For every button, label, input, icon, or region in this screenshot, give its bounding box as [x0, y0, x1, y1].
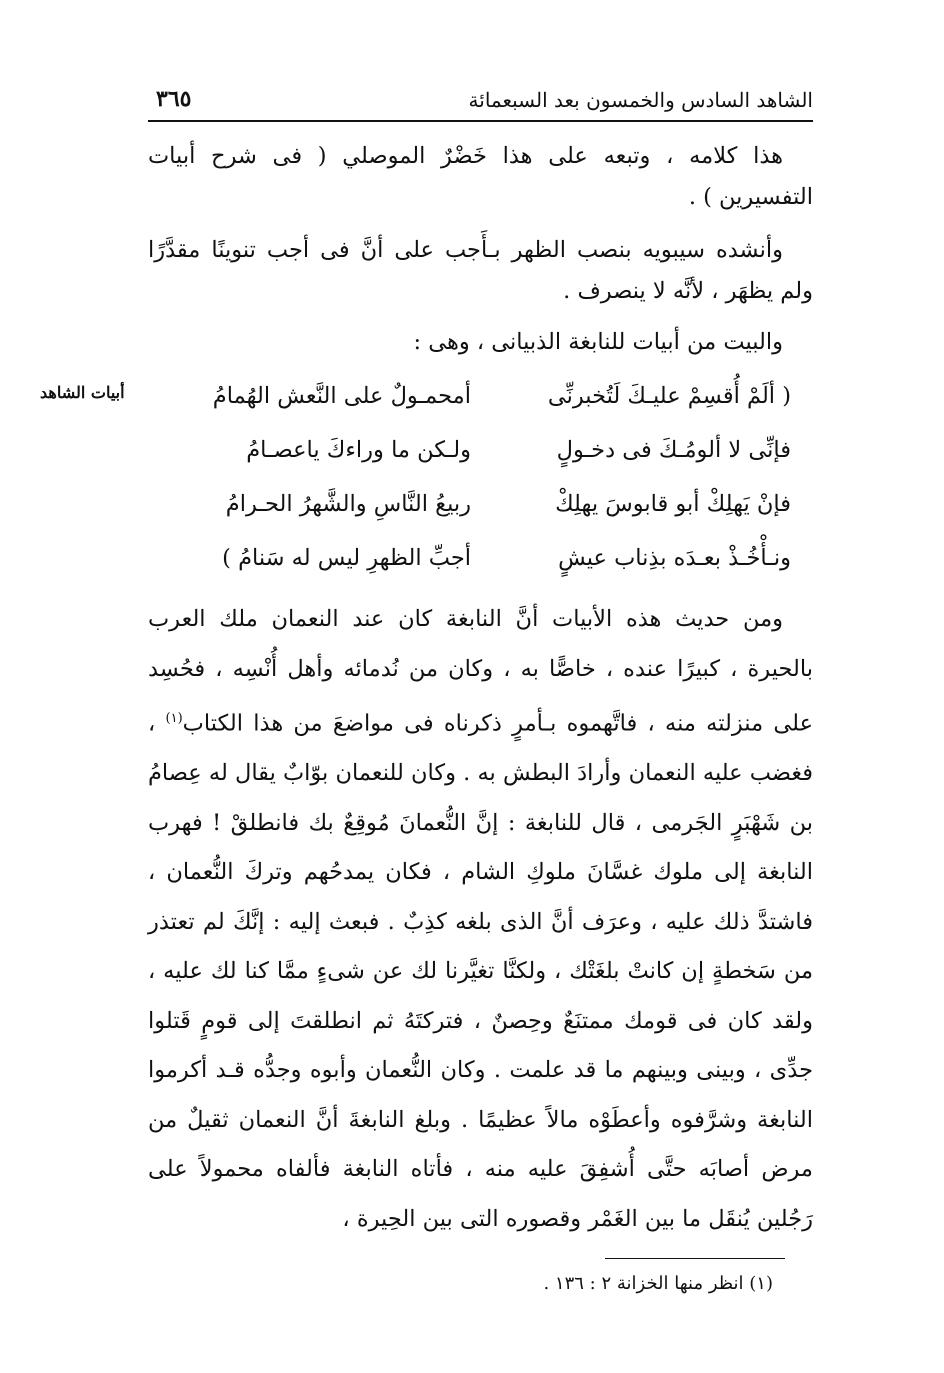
page-header: [148, 84, 813, 122]
verse-second-hemistich: ولـكن ما وراءكَ ياعصـامُ: [246, 437, 471, 463]
verse-first-hemistich: ( ألَمْ أُقسِمْ عليـكَ لَتُخبرنِّى: [547, 383, 791, 409]
verse-first-hemistich: ونـأْخُـذْ بعـدَه بذِناب عيشٍ: [558, 545, 791, 571]
verse-line: [148, 531, 813, 585]
verse-second-hemistich: ربيعُ النَّاسِ والشَّهرُ الحـرامُ: [225, 491, 471, 517]
paragraph-4-text-a: ومن حديث هذه الأبيات أنَّ النابغة كان عند النعمان ملك العرب بالحيرة ، كبيرًا عنده ، خاصًّا به ، وكان من نُدمائه وأهل أُنْسِه ، فحُسِد على منزلته منه ، فاتَّهموه بـأمرٍ ذكرناه فى مواضعَ من هذا الكتاب: [148, 606, 813, 737]
verse-line: [148, 369, 813, 423]
verse-first-hemistich: فإنِّى لا ألومُـكَ فى دخـولٍ: [556, 437, 791, 463]
footnote-divider: [605, 1258, 785, 1259]
poem-block: [40, 369, 813, 585]
footnote: (١) انظر منها الخزانة ٢ : ١٣٦ .: [543, 1273, 773, 1294]
verse-second-hemistich: أمحمـولٌ على النَّعش الهُمامُ: [212, 383, 471, 409]
verse-line: [148, 477, 813, 531]
paragraph-2: وأنشده سيبويه بنصب الظهر بـأَجب على أنَّ فى أجب تنوينًا مقدَّرًا ولم يظهَر ، لأنَّه لا ينصرف .: [148, 237, 813, 304]
verse-second-hemistich: أجبِّ الظهرِ ليس له سَنامُ ): [222, 545, 471, 571]
verse-first-hemistich: فإنْ يَهلِكْ أبو قابوسَ يهلِكْ: [555, 491, 791, 517]
paragraph-4-text-b: ، فغضب عليه النعمان وأرادَ البطش به . وكان للنعمان بوّابٌ يقال له عِصامُ بن شَهْبَرٍ الجَرمى ، قال للنابغة : إنَّ النُّعمانَ مُوقِعٌ بك فانطلقْ ! فهرب النابغة إلى ملوك غسَّانَ ملوكِ الشام ، فكان يمدحُهم وتركَ النُّعمان ، فاشتدَّ ذلك عليه ، وعرَف أنَّ الذى بلغه كذِبٌ . فبعث إليه : إنَّكَ لم تعتذر من سَخطةٍ إن كانتْ بلغَتْك ، ولكنَّا تغيَّرنا لك عن شىءٍ ممَّا كنا لك عليه ، ولقد كان فى قومك ممتنَعٌ وحِصنٌ ، فتركتَهُ ثم انطلقتَ إلى قومٍ قَتلوا جدِّى ، وبينى وبينهم ما قد علمت . وكان النُّعمان وأبوه وجدُّه قـد أكرموا النابغة وشرَّفوه وأعطَوْه مالاً عظيمًا . وبلغ النابغةَ أنَّ النعمان ثقيلٌ من مرض أصابَه حتَّى أُشفِقَ عليه منه ، فأتاه النابغة فألفاه محمولاً على رَجُلين يُنقَل ما بين الغَمْر وقصوره التى بين الحِيرة ،: [148, 710, 813, 1232]
footnote-marker[interactable]: (١): [165, 711, 183, 726]
paragraph-3: والبيت من أبيات للنابغة الذبيانى ، وهى :: [413, 329, 783, 355]
margin-note: أبيات الشاهد: [40, 383, 125, 402]
running-head: الشاهد السادس والخمسون بعد السبعمائة: [468, 88, 813, 112]
page-number: ٣٦٥: [156, 86, 192, 112]
paragraph-1: هذا كلامه ، وتبعه على هذا خَضْرٌ الموصلي ( فى شرح أبيات التفسيرين ) .: [148, 143, 813, 210]
book-page: [40, 84, 813, 1315]
paragraph-4: [148, 595, 813, 1244]
verse-line: [148, 423, 813, 477]
